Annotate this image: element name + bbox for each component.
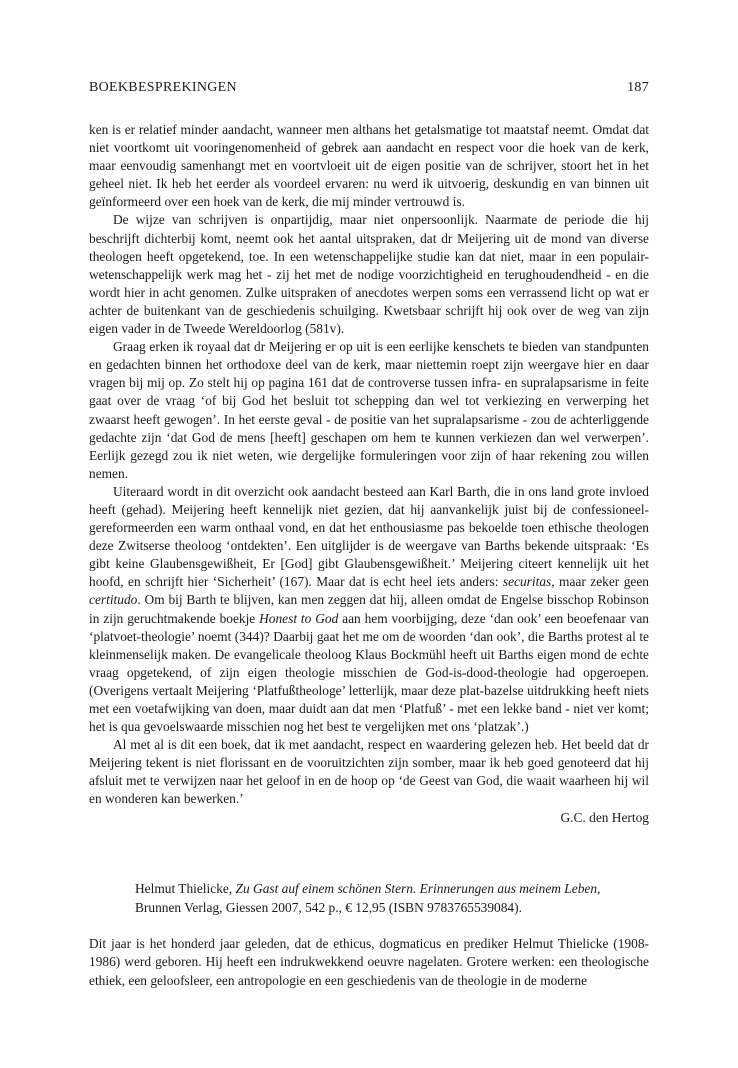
paragraph-supralapsarism: Graag erken ik royaal dat dr Meijering er op uit is een eerlijke kenschets te bieden van standpunten en gedachten binnen het orthodoxe deel van de kerk, maar niettemin roept zijn weergave hier en daar vragen bij mij op. Zo stelt hij op pagina 161 dat de controverse tussen infra- en supralapsarisme in feite gaat over de vraag ‘of bij God het besluit tot schepping dan wel tot verkiezing en verwerping het zwaarst heeft gewogen’. In het eerste geval - de positie van het supralapsarisme - zou de achterliggende gedachte zijn ‘dat God de mens [heeft] geschapen om hem te kunnen verkiezen dan wel verwerpen’. Eerlijk gezegd zou ik niet weten, wie dergelijke formuleringen voor zijn of haar rekening zou willen nemen. xyxy=(89,339,649,481)
paragraph-continuation: ken is er relatief minder aandacht, wanneer men althans het getalsmatige tot maatstaf neemt. Omdat dat niet voortkomt uit vooringenomenheid of gebrek aan aandacht en respect voor die hoek van de kerk, maar eenvoudig samenhangt met en voortvloeit uit de eigen positie van de schrijver, stoort het in het geheel niet. Ik heb het eerder als voordeel ervaren: nu werd ik uitvoerig, deskundig en van binnen uit geïnformeerd over een hoek van de kerk, die mij minder vertrouwd is. xyxy=(89,122,649,210)
book-reference xyxy=(135,880,649,917)
term-certitudo: certitudo xyxy=(89,592,138,608)
review-body xyxy=(89,121,649,827)
book-title-honest-to-god: Honest to God xyxy=(259,610,339,626)
barth-text-part1: Uiteraard wordt in dit overzicht ook aandacht besteed aan Karl Barth, die in ons land grote invloed heeft (gehad). Meijering heeft kennelijk niet gezien, dat hij aanvankelijk juist bij de confessioneel-gereformeerden een warm onthaal vond, en dat het enthousiasme pas bekoelde toen ethische theologen deze Zwitserse theoloog ‘ontdekten’. Een uitglijder is de weergave van Barths bekende uitspraak: ‘Es gibt keine Glaubensgewißheit, Er [God] gibt Glaubensgewißheit.’ Meijering citeert kennelijk uit het hoofd, en schrijft hier ‘Sicherheit’ (167). Maar dat is echt heel iets anders: xyxy=(89,483,649,590)
book-publication-details: , Brunnen Verlag, Giessen 2007, 542 p., € 12,95 (ISBN 9783765539084). xyxy=(135,881,601,915)
page-number: 187 xyxy=(627,80,649,95)
paragraph-writing-style: De wijze van schrijven is onpartijdig, maar niet onpersoonlijk. Naarmate de periode die hij beschrijft dichterbij komt, neemt ook het aantal uitspraken, dat dr Meijering uit de mond van diverse theologen heeft opgetekend, toe. In een wetenschappelijke studie kan dat niet, maar in een populair-wetenschappelijk werk mag het - zij het met de nodige voorzichtigheid en terughoudendheid - en die wordt hier in acht genomen. Zulke uitspraken of anecdotes werpen soms een verrassend licht op wat er achter de buitenkant van de geschiedenis schuilging. Kwetsbaar schrijft hij ook over de weg van zijn eigen vader in de Tweede Wereldoorlog (581v). xyxy=(89,212,649,337)
reviewer-signature: G.C. den Hertog xyxy=(560,809,649,825)
next-review-opening: Dit jaar is het honderd jaar geleden, dat de ethicus, dogmaticus en prediker Helmut Thielicke (1908-1986) werd geboren. Hij heeft een indrukwekkend oeuvre nagelaten. Grotere werken: een theologische ethiek, een geloofsleer, een antropologie en een geschiedenis van de theologie in de moderne xyxy=(89,936,649,988)
barth-text-part4: aan hem voorbijging, deze ‘dan ook’ een beoefenaar van ‘platvoet-theologie’ noemt (344)? Daarbij gaat het me om de woorden ‘dan ook’, die Barths protest al te kleinmenselijk maken. De evangelicale theoloog Klaus Bockmühl heeft uit Barths eigen mond de echte vraag opgetekend, of zijn eigen theologie misschien de God-is-dood-theologie had opgeroepen. (Overigens vertaalt Meijering ‘Platfußtheologe’ letterlijk, maar deze plat-bazelse uitdrukking heeft niets met een voetafwijking van doen, maar duidt aan dat men ‘Platfuß’ - met een lekke band - niet ver komt; het is qua gevoelswaarde misschien nog het best te vergelijken met ons ‘platzak’.) xyxy=(89,610,649,735)
barth-text-part2: , maar zeker geen xyxy=(551,574,649,590)
barth-text-part3: . Om bij Barth te blijven, kan men zeggen dat hij, alleen omdat de Engelse bisschop Robinson in zijn geruchtmakende boekje xyxy=(89,592,649,626)
book-title: Zu Gast auf einem schönen Stern. Erinnerungen aus meinem Leben xyxy=(235,881,598,896)
paragraph-karl-barth xyxy=(89,483,649,736)
book-author: Helmut Thielicke, xyxy=(135,881,236,896)
section-title: BOEKBESPREKINGEN xyxy=(89,80,237,95)
running-header xyxy=(89,80,649,98)
paragraph-conclusion: Al met al is dit een boek, dat ik met aandacht, respect en waardering gelezen heb. Het beeld dat dr Meijering tekent is niet florissant en de vooruitzichten zijn somber, maar ik heb goed genoteerd dat hij afsluit met te verwijzen naar het geloof in en de hoop op ‘de Geest van God, die waait waarheen hij wil en wonderen kan bewerken.’ xyxy=(89,737,649,807)
term-securitas: securitas xyxy=(502,574,552,590)
